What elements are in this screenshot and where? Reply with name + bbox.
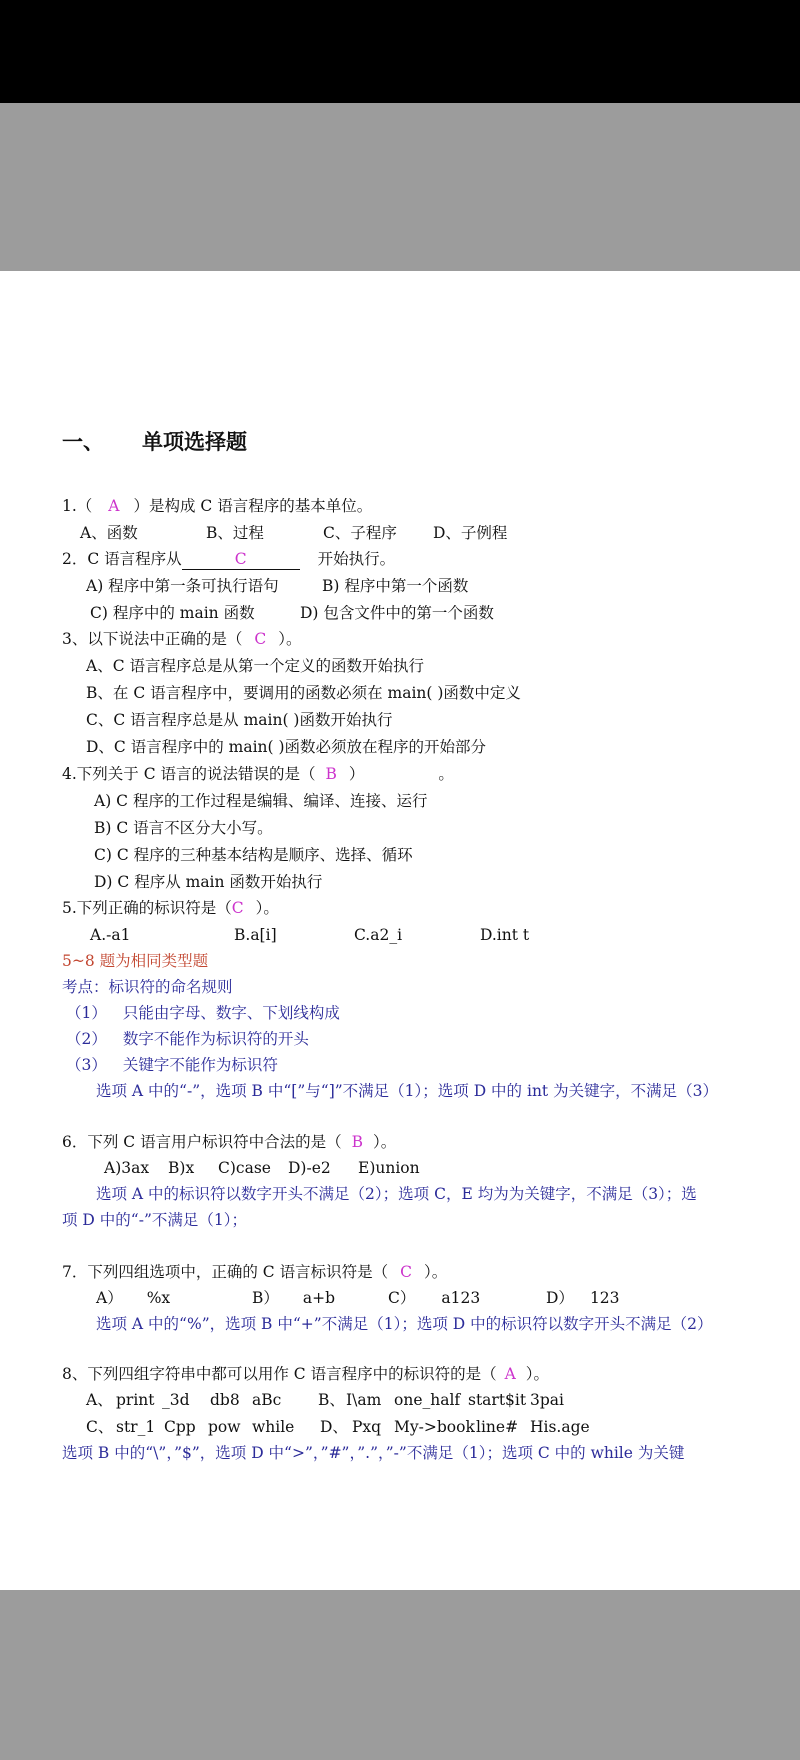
rule-item: （2） 数字不能作为标识符的开头 [66, 1030, 309, 1048]
question-4-option: C) C 程序的三种基本结构是顺序、选择、循环 [94, 846, 413, 864]
question-8-token: print [116, 1391, 155, 1409]
q6-explanation-line-1: 选项 A 中的标识符以数字开头不满足（2）；选项 C，E 均为为关键字，不满足（3）；选 [96, 1185, 697, 1203]
question-3-option: D、C 语言程序中的 main( )函数必须放在程序的开始部分 [86, 738, 487, 756]
question-5-option: B.a[i] [234, 926, 277, 944]
question-3: 3、以下说法中正确的是（ C ）。 [62, 630, 302, 648]
section-number: 一、 [62, 429, 104, 454]
question-8-token: Cpp [164, 1418, 196, 1436]
answer-8: A [504, 1365, 516, 1383]
q5-explanation: 选项 A 中的“-”，选项 B 中“[”与“]”不满足（1）；选项 D 中的 int 为关键字，不满足（3） [96, 1082, 718, 1100]
answer-3: C [254, 630, 267, 648]
question-8-token: one_half [394, 1391, 461, 1409]
topic-note: 考点：标识符的命名规则 [62, 978, 233, 996]
question-8-token: I\am [346, 1391, 382, 1409]
question-1-option: A、函数 [80, 524, 138, 542]
question-5-option: C.a2_i [354, 926, 403, 944]
section-title: 单项选择题 [142, 429, 247, 454]
question-8-token: line# [476, 1418, 519, 1436]
q8-explanation: 选项 B 中的“\”，”$”，选项 D 中“>”，”#”，”.”，”-”不满足（1）；选项 C 中的 while 为关键 [62, 1444, 685, 1462]
question-8-token: 3pai [530, 1391, 564, 1409]
question-1: 1.（ A ）是构成 C 语言程序的基本单位。 [62, 497, 373, 515]
top-black-bar [0, 0, 800, 103]
question-3-option: A、C 语言程序总是从第一个定义的函数开始执行 [86, 657, 424, 675]
q7-explanation: 选项 A 中的“%”，选项 B 中“+”不满足（1）；选项 D 中的标识符以数字开头不满足（2） [96, 1315, 713, 1333]
question-8-token: aBc [252, 1391, 282, 1409]
question-8-option-d-label: D、 [320, 1418, 348, 1436]
question-4-option: A) C 程序的工作过程是编辑、编译、连接、运行 [94, 792, 428, 810]
question-8-token: Pxq [352, 1418, 382, 1436]
question-1-option: B、过程 [206, 524, 264, 542]
question-8-option-a-label: A、 [86, 1391, 113, 1409]
answer-7: C [400, 1263, 412, 1281]
rule-item: （3） 关键字不能作为标识符 [66, 1056, 278, 1074]
question-8: 8、下列四组字符串中都可以用作 C 语言程序中的标识符的是（ A ）。 [62, 1365, 550, 1383]
question-7-option: D） 123 [546, 1289, 620, 1307]
question-7-option: B） a+b [252, 1289, 336, 1307]
question-6-option: C)case [218, 1159, 271, 1177]
question-5: 5.下列正确的标识符是（C ）。 [62, 899, 279, 917]
question-6-option: A)3ax [104, 1159, 150, 1177]
question-8-token: while [252, 1418, 295, 1436]
same-type-note: 5~8 题为相同类型题 [62, 952, 209, 970]
question-7: 7．下列四组选项中，正确的 C 语言标识符是（ C ）。 [62, 1263, 448, 1281]
question-2-option: A) 程序中第一条可执行语句 [86, 577, 279, 595]
question-7-option: A） %x [96, 1289, 171, 1307]
question-6-option: E)union [358, 1159, 420, 1177]
question-1-option: C、子程序 [323, 524, 397, 542]
question-4-option: B) C 语言不区分大小写。 [94, 819, 273, 837]
answer-5: C [231, 899, 244, 917]
question-8-token: His.age [530, 1418, 590, 1436]
question-2-option: C) 程序中的 main 函数 [90, 604, 255, 622]
question-2-option: D) 包含文件中的第一个函数 [300, 604, 494, 622]
question-8-token: start$it [468, 1391, 527, 1409]
question-8-option-c-label: C、 [86, 1418, 114, 1436]
question-8-token: db8 [210, 1391, 240, 1409]
q6-explanation-line-2: 项 D 中的“-”不满足（1）； [62, 1211, 247, 1229]
question-4: 4.下列关于 C 语言的说法错误的是（ B ） 。 [62, 765, 454, 783]
question-8-token: str_1 [116, 1418, 156, 1436]
question-6-option: D)-e2 [288, 1159, 331, 1177]
answer-1: A [108, 497, 120, 515]
question-8-token: _3d [162, 1391, 190, 1409]
section-heading [62, 426, 247, 456]
question-6: 6．下列 C 语言用户标识符中合法的是（ B ）。 [62, 1133, 397, 1151]
question-8-token: pow [208, 1418, 241, 1436]
question-2: 2．C 语言程序从 C 开始执行。 [62, 550, 396, 568]
question-8-option-b-label: B、 [318, 1391, 345, 1409]
question-1-option: D、子例程 [433, 524, 508, 542]
question-7-option: C） a123 [388, 1289, 481, 1307]
question-8-token: My->book [394, 1418, 475, 1436]
question-5-option: D.int t [480, 926, 530, 944]
question-2-option: B) 程序中第一个函数 [322, 577, 469, 595]
question-3-option: C、C 语言程序总是从 main( )函数开始执行 [86, 711, 393, 729]
answer-6: B [351, 1133, 363, 1151]
bottom-gray-margin [0, 1590, 800, 1760]
rule-item: （1） 只能由字母、数字、下划线构成 [66, 1004, 340, 1022]
answer-4: B [325, 765, 337, 783]
answer-2: C [182, 549, 300, 570]
question-4-option: D) C 程序从 main 函数开始执行 [94, 873, 323, 891]
question-6-option: B)x [168, 1159, 195, 1177]
question-5-option: A.-a1 [90, 926, 131, 944]
question-3-option: B、在 C 语言程序中，要调用的函数必须在 main( )函数中定义 [86, 684, 521, 702]
top-gray-margin [0, 103, 800, 271]
